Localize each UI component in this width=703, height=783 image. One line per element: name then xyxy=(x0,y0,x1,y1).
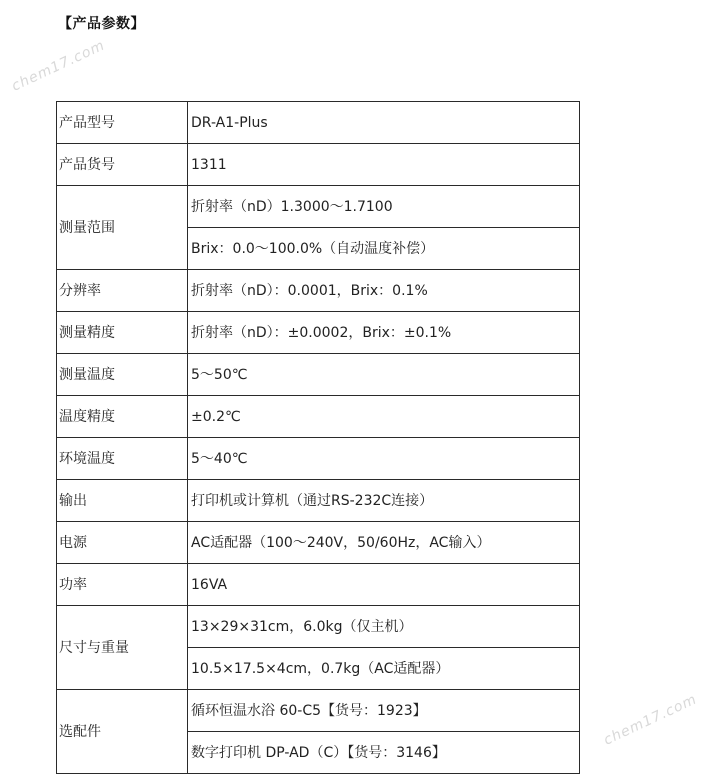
table-row xyxy=(57,270,580,312)
table-row xyxy=(57,354,580,396)
param-value: Brix：0.0～100.0%（自动温度补偿） xyxy=(188,228,580,270)
param-label: 尺寸与重量 xyxy=(57,606,188,690)
table-row xyxy=(57,606,580,648)
table-row xyxy=(57,564,580,606)
table-row xyxy=(57,522,580,564)
param-value: AC适配器（100～240V，50/60Hz，AC输入） xyxy=(188,522,580,564)
param-value: 折射率（nD）1.3000～1.7100 xyxy=(188,186,580,228)
param-value: 折射率（nD）：0.0001，Brix：0.1% xyxy=(188,270,580,312)
table-row xyxy=(57,312,580,354)
watermark: chem17.com xyxy=(601,691,700,749)
param-value: 打印机或计算机（通过RS-232C连接） xyxy=(188,480,580,522)
table-row xyxy=(57,438,580,480)
param-value: 数字打印机 DP-AD（C）【货号：3146】 xyxy=(188,732,580,774)
param-label: 分辨率 xyxy=(57,270,188,312)
table-row xyxy=(57,186,580,228)
param-label: 选配件 xyxy=(57,690,188,774)
param-label: 环境温度 xyxy=(57,438,188,480)
param-label: 输出 xyxy=(57,480,188,522)
param-value: 5～50℃ xyxy=(188,354,580,396)
table-row xyxy=(57,480,580,522)
param-value: 16VA xyxy=(188,564,580,606)
table-row xyxy=(57,144,580,186)
section-heading: 【产品参数】 xyxy=(58,16,145,32)
param-value: 10.5×17.5×4cm，0.7kg（AC适配器） xyxy=(188,648,580,690)
watermark: chem17.com xyxy=(9,37,108,95)
param-label: 温度精度 xyxy=(57,396,188,438)
param-label: 功率 xyxy=(57,564,188,606)
param-label: 产品型号 xyxy=(57,102,188,144)
table-row xyxy=(57,102,580,144)
param-value: 13×29×31cm，6.0kg（仅主机） xyxy=(188,606,580,648)
param-value: 循环恒温水浴 60-C5【货号：1923】 xyxy=(188,690,580,732)
param-label: 测量范围 xyxy=(57,186,188,270)
param-label: 产品货号 xyxy=(57,144,188,186)
param-value: ±0.2℃ xyxy=(188,396,580,438)
table-row xyxy=(57,396,580,438)
param-label: 测量精度 xyxy=(57,312,188,354)
param-value: 1311 xyxy=(188,144,580,186)
product-parameters-table xyxy=(56,101,580,774)
table-row xyxy=(57,690,580,732)
param-value: 5～40℃ xyxy=(188,438,580,480)
param-label: 电源 xyxy=(57,522,188,564)
param-value: DR-A1-Plus xyxy=(188,102,580,144)
param-label: 测量温度 xyxy=(57,354,188,396)
param-value: 折射率（nD）：±0.0002，Brix：±0.1% xyxy=(188,312,580,354)
